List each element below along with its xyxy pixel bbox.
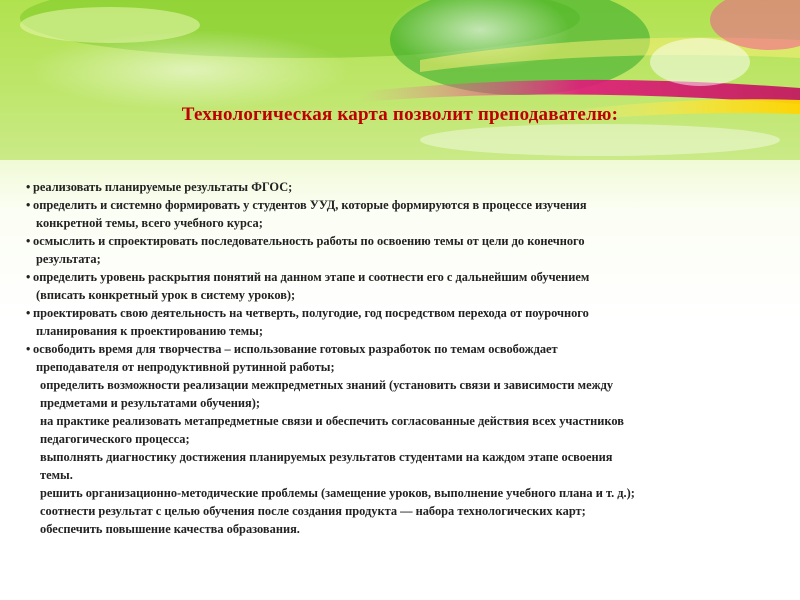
- list-item-plain: определить возможности реализации межпредметных знаний (установить связи и зависимости между: [40, 378, 614, 392]
- list-item-text: реализовать планируемые результаты ФГОС;: [33, 180, 293, 194]
- bullet-marker: •: [26, 270, 31, 284]
- list-item-plain: решить организационно-методические проблемы (замещение уроков, выполнение учебного плана и т. д.);: [40, 486, 635, 500]
- bullet-marker: •: [26, 234, 31, 248]
- list-item-text: осмыслить и спроектировать последовательность работы по освоению темы от цели до конечного: [33, 234, 585, 248]
- list-item-text: определить и системно формировать у студентов УУД, которые формируются в процессе изучения: [33, 198, 587, 212]
- list-item: [26, 268, 796, 286]
- list-item-plain: обеспечить повышение качества образования.: [40, 522, 300, 536]
- list-item: [26, 196, 796, 214]
- bullet-marker: •: [26, 342, 31, 356]
- bullet-marker: •: [26, 198, 31, 212]
- list-item-continuation: конкретной темы, всего учебного курса;: [36, 216, 263, 230]
- bullet-marker: •: [26, 306, 31, 320]
- list-item-plain: на практике реализовать метапредметные связи и обеспечить согласованные действия всех участников: [40, 414, 624, 428]
- list-item: [26, 232, 796, 250]
- list-item: [26, 340, 796, 358]
- list-item-continuation: преподавателя от непродуктивной рутинной работы;: [36, 360, 335, 374]
- list-item: [26, 178, 796, 196]
- bullet-marker: •: [26, 180, 31, 194]
- list-item-continuation: педагогического процесса;: [40, 432, 190, 446]
- list-item-text: определить уровень раскрытия понятий на данном этапе и соотнести его с дальнейшим обучением: [33, 270, 590, 284]
- list-item-continuation: планирования к проектированию темы;: [36, 324, 263, 338]
- list-item-continuation: результата;: [36, 252, 101, 266]
- list-item-continuation: предметами и результатами обучения);: [40, 396, 261, 410]
- slide-title: Технологическая карта позволит преподавателю:: [181, 104, 619, 125]
- list-item: [26, 304, 796, 322]
- bullet-list: [26, 178, 796, 538]
- list-item-continuation: темы.: [40, 468, 73, 482]
- decorative-header-graphic: [0, 0, 800, 160]
- list-item-continuation: (вписать конкретный урок в систему уроков);: [36, 288, 296, 302]
- list-item-plain: соотнести результат с целью обучения после создания продукта — набора технологических карт;: [40, 504, 586, 518]
- list-item-plain: выполнять диагностику достижения планируемых результатов студентами на каждом этапе освоения: [40, 450, 613, 464]
- list-item-text: проектировать свою деятельность на четверть, полугодие, год посредством перехода от поурочного: [33, 306, 589, 320]
- list-item-text: освободить время для творчества – использование готовых разработок по темам освобождает: [33, 342, 558, 356]
